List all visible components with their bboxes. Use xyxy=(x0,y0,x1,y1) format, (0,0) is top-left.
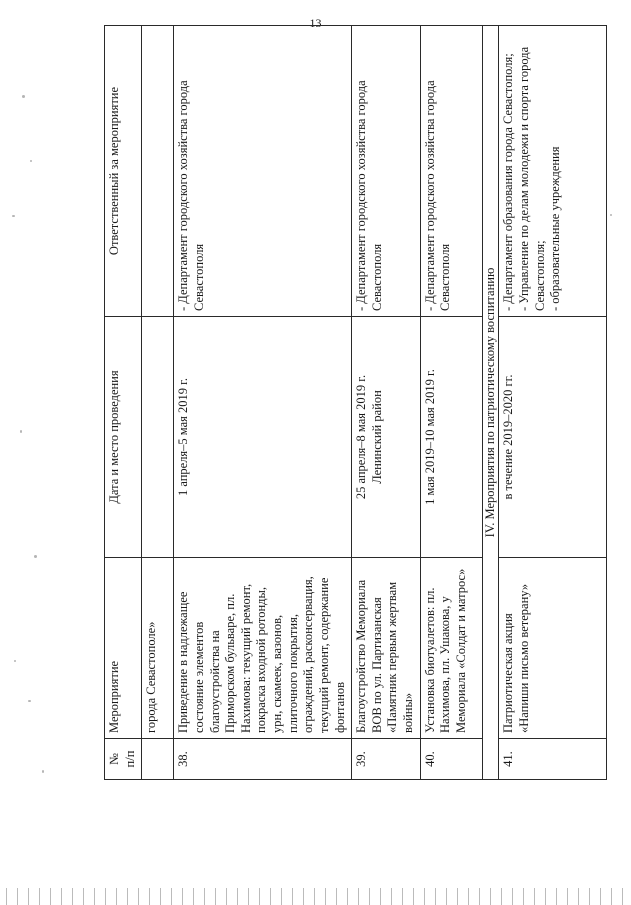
table-row xyxy=(420,26,482,780)
place-text: Ленинский район xyxy=(369,390,384,484)
cell-responsible: - Департамент городского хозяйства города Севастополя xyxy=(420,26,482,317)
cell-num: 38. xyxy=(174,739,352,780)
header-date: Дата и место проведения xyxy=(105,317,142,558)
scan-speck xyxy=(34,555,37,558)
cell-event: города Севастополе» xyxy=(142,558,174,739)
date-text: 25 апреля–8 мая 2019 г. xyxy=(354,374,369,500)
cell-date: в течение 2019–2020 гг. xyxy=(499,317,607,558)
cell-num: 40. xyxy=(420,739,482,780)
scan-speck xyxy=(30,160,32,162)
scan-speck xyxy=(22,95,25,98)
rotated-table-container xyxy=(104,46,587,780)
page-number: 13 xyxy=(309,16,322,30)
cell-responsible: - Департамент городского хозяйства города Севастополя xyxy=(352,26,421,317)
responsible-line: - Департамент образования города Севастополя; xyxy=(501,53,516,311)
scan-speck xyxy=(12,215,15,217)
cell-event: Патриотическая акция «Напиши письмо ветерану» xyxy=(499,558,607,739)
section-heading-row xyxy=(482,26,499,780)
cell-date: 1 апреля–5 мая 2019 г. xyxy=(174,317,352,558)
table-row xyxy=(142,26,174,780)
cell-date: 1 мая 2019–10 мая 2019 г. xyxy=(420,317,482,558)
events-table xyxy=(104,25,607,780)
scan-speck xyxy=(610,214,612,216)
table-row xyxy=(499,26,607,780)
cell-num: 41. xyxy=(499,739,607,780)
cell-event: Приведение в надлежащее состояние элементов благоустройства на Приморском бульваре, пл. Нахимова: текущий ремонт, покраска входной ротонды, урн, скамеек, вазонов, плиточного покрытия, ограждений, расконсервация, текущий ремонт, содержание фонтанов xyxy=(174,558,352,739)
cell-responsible: - Департамент городского хозяйства города Севастополя xyxy=(174,26,352,317)
table-row xyxy=(174,26,352,780)
table-row xyxy=(352,26,421,780)
scan-speck xyxy=(42,770,44,773)
scan-edge-noise xyxy=(0,888,631,905)
table-header-row xyxy=(105,26,142,780)
cell-num xyxy=(142,739,174,780)
cell-responsible xyxy=(499,26,607,317)
responsible-line: - Управление по делам молодежи и спорта города Севастополя; xyxy=(516,46,547,311)
header-event: Мероприятие xyxy=(105,558,142,739)
cell-num: 39. xyxy=(352,739,421,780)
cell-responsible xyxy=(142,26,174,317)
cell-event: Установка биотуалетов: пл. Нахимова, пл. Ушакова, у Мемориала «Солдат и матрос» xyxy=(420,558,482,739)
scan-speck xyxy=(28,700,31,702)
scan-speck xyxy=(14,660,16,662)
responsible-line: - образовательные учреждения xyxy=(548,146,563,311)
cell-date xyxy=(142,317,174,558)
section-heading: IV. Мероприятия по патриотическому воспитанию xyxy=(482,26,499,780)
header-responsible: Ответственный за мероприятие xyxy=(105,26,142,317)
cell-date xyxy=(352,317,421,558)
cell-event: Благоустройство Мемориала ВОВ по ул. Партизанская «Памятник первым жертвам войны» xyxy=(352,558,421,739)
header-num: № п/п xyxy=(105,739,142,780)
scan-speck xyxy=(20,430,22,433)
